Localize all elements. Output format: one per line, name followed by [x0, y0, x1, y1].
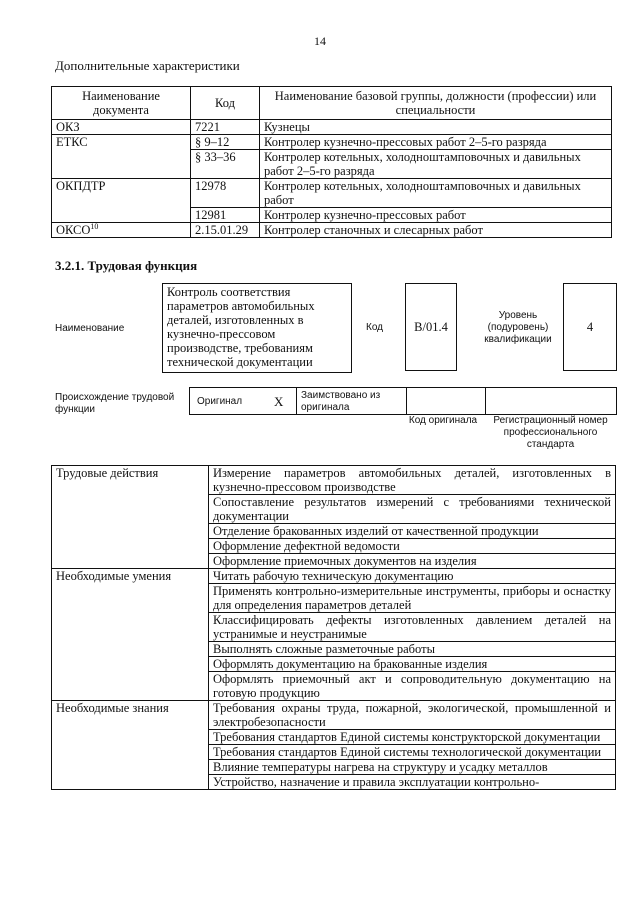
code-cell: 7221: [191, 120, 260, 135]
detail-item: Читать рабочую техническую документацию: [209, 569, 616, 584]
table-row: [52, 120, 612, 135]
level-value: 4: [586, 320, 594, 334]
function-name-box: Контроль соответствия параметров автомобильных деталей, изготовленных в кузнечно-прессовом производстве, требованиям технической документации: [162, 283, 352, 373]
detail-item: Сопоставление результатов измерений с требованиями технической документации: [209, 495, 616, 524]
group-label: Необходимые умения: [52, 569, 209, 701]
code-cell: § 9–12: [191, 135, 260, 150]
additional-table: [51, 86, 612, 238]
detail-item: Устройство, назначение и правила эксплуатации контрольно-: [209, 775, 616, 790]
detail-item: Требования охраны труда, пожарной, экологической, промышленной и электробезопасности: [209, 701, 616, 730]
table-row: [52, 701, 616, 730]
reg-number-label: Регистрационный номер профессионального стандарта: [493, 415, 608, 450]
table-row: [52, 223, 612, 238]
name-label: Наименование: [55, 323, 125, 334]
detail-item: Требования стандартов Единой системы технологической документации: [209, 745, 616, 760]
origin-row: [189, 387, 617, 415]
origin-label: Происхождение трудовой функции: [55, 392, 175, 415]
doc-cell: [52, 223, 191, 238]
header-doc: Наименование документа: [52, 87, 191, 120]
doc-cell: ОКЗ: [52, 120, 191, 135]
divider: [485, 388, 486, 414]
code-value: В/01.4: [414, 320, 448, 334]
doc-text: ОКСО: [56, 223, 91, 237]
detail-item: Требования стандартов Единой системы конструкторской документации: [209, 730, 616, 745]
code-cell: 2.15.01.29: [191, 223, 260, 238]
page-number: 14: [314, 34, 326, 48]
name-cell: Контролер кузнечно-прессовых работ: [260, 208, 612, 223]
detail-item: Классифицировать дефекты изготовленных давлением деталей на устранимые и неустранимые: [209, 613, 616, 642]
section-heading: 3.2.1. Трудовая функция: [55, 258, 198, 273]
table-row: [52, 466, 616, 495]
name-cell: Контролер кузнечно-прессовых работ 2–5-го разряда: [260, 135, 612, 150]
table-row: [52, 135, 612, 150]
doc-cell: ОКПДТР: [52, 179, 191, 223]
detail-item: Влияние температуры нагрева на структуру и усадку металлов: [209, 760, 616, 775]
detail-item: Измерение параметров автомобильных деталей, изготовленных в кузнечно-прессовом производстве: [209, 466, 616, 495]
detail-item: Оформлять приемочный акт и сопроводительную документацию на готовую продукцию: [209, 672, 616, 701]
code-label: Код: [366, 322, 384, 333]
code-cell: 12981: [191, 208, 260, 223]
detail-item: Отделение бракованных изделий от качественной продукции: [209, 524, 616, 539]
level-label: Уровень (подуровень) квалификации: [484, 310, 552, 345]
original-label: Оригинал: [197, 396, 243, 407]
additional-title: Дополнительные характеристики: [55, 58, 240, 73]
footnote-ref: 10: [90, 221, 99, 231]
doc-cell: ЕТКС: [52, 135, 191, 179]
name-cell: Контролер котельных, холодноштамповочных и давильных работ: [260, 179, 612, 208]
orig-code-label: Код оригинала: [408, 415, 478, 426]
detail-item: Выполнять сложные разметочные работы: [209, 642, 616, 657]
name-cell: Кузнецы: [260, 120, 612, 135]
name-cell: Контролер котельных, холодноштамповочных и давильных работ 2–5-го разряда: [260, 150, 612, 179]
header-code: Код: [191, 87, 260, 120]
detail-item: Оформление дефектной ведомости: [209, 539, 616, 554]
code-cell: 12978: [191, 179, 260, 208]
details-table: [51, 465, 616, 790]
header-name: Наименование базовой группы, должности (профессии) или специальности: [260, 87, 612, 120]
detail-item: Оформлять документацию на бракованные изделия: [209, 657, 616, 672]
code-cell: § 33–36: [191, 150, 260, 179]
group-label: Трудовые действия: [52, 466, 209, 569]
original-mark: X: [274, 394, 284, 409]
code-box: [405, 283, 457, 371]
divider: [406, 388, 407, 414]
table-row: [52, 179, 612, 208]
group-label: Необходимые знания: [52, 701, 209, 790]
borrowed-label: Заимствовано из оригинала: [301, 390, 381, 413]
level-box: [563, 283, 617, 371]
table-row: [52, 569, 616, 584]
detail-item: Оформление приемочных документов на изделия: [209, 554, 616, 569]
name-cell: Контролер станочных и слесарных работ: [260, 223, 612, 238]
detail-item: Применять контрольно-измерительные инструменты, приборы и оснастку для определения параметров деталей: [209, 584, 616, 613]
divider: [296, 388, 297, 414]
